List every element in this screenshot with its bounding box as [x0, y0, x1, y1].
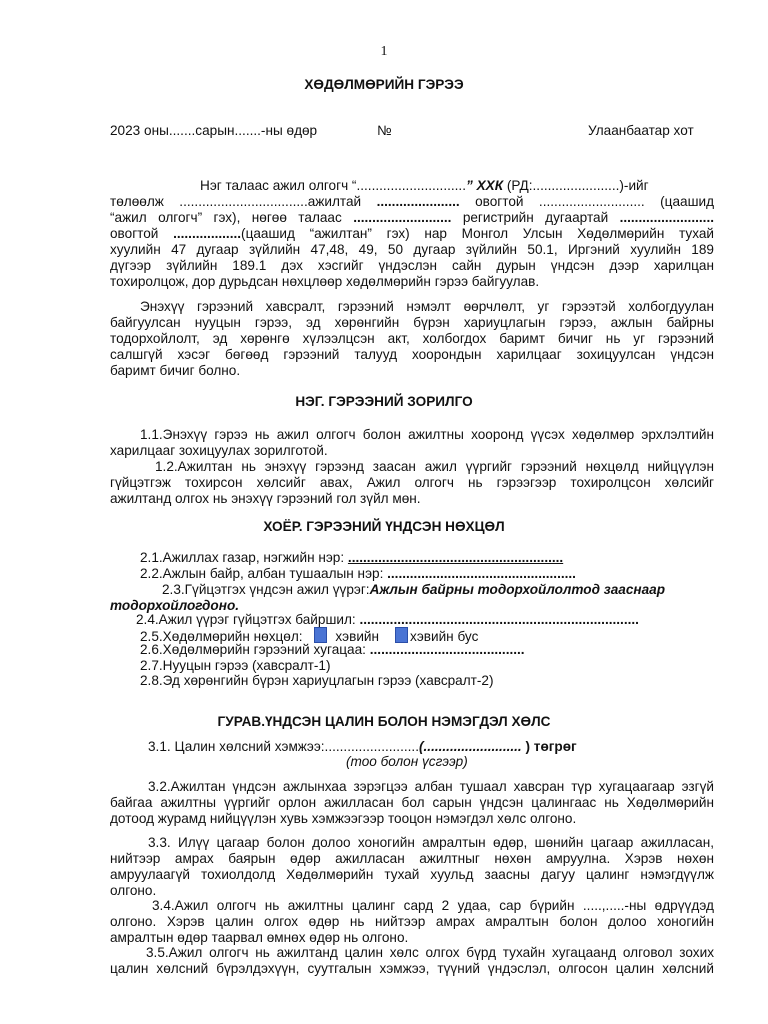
- contract-city: Улаанбаатар хот: [588, 123, 694, 138]
- item-2-5: 2.5.Хөдөлмөрийн нөхцөл: хэвийн хэвийн бус: [140, 629, 479, 644]
- section3-title: ГУРАВ.ҮНДСЭН ЦАЛИН БОЛОН НЭМЭГДЭЛ ХӨЛС: [217, 714, 551, 729]
- intro-line-6: дүгээр зүйлийн 189.1 дэх хэсгийг үндэслэн сайн дурын үндсэн дээр харилцан: [110, 258, 714, 273]
- p33-line-3: амруулаагүй тохиолдолд Хөдөлмөрийн тухай хуульд заасны дагуу цалинг нэмэгдүүлж: [110, 867, 714, 882]
- section2-title: ХОЁР. ГЭРЭЭНИЙ ҮНДСЭН НӨХЦӨЛ: [263, 519, 505, 534]
- intro-line-2: төлөөлж ..................................ажилтай ...................... овогтой ............................ (цаашид: [110, 194, 714, 209]
- para2-line-1: Энэхүү гэрээний хавсралт, гэрээний нэмэлт өөрчлөлт, уг гэрээтэй холбогдуулан: [140, 299, 714, 314]
- checkbox-abnormal[interactable]: [395, 627, 408, 643]
- p32-line-1: 3.2.Ажилтан үндсэн ажлынхаа зэрэгцээ албан тушаал хавсран түр хугацаагаар эзгүй: [148, 779, 714, 794]
- section1-title: НЭГ. ГЭРЭЭНИЙ ЗОРИЛГО: [295, 394, 473, 409]
- item-2-1: 2.1.Ажиллах газар, нэгжийн нэр: .........................................................: [140, 550, 564, 565]
- p32-line-2: байгаа ажилтны үүргийг орлон ажилласан бол сарын үндсэн цалингаас нь Хөдөлмөрийн: [110, 795, 714, 810]
- s1-line-5: ажилтанд олгох нь энэхүү гэрээний гол зүйл мөн.: [110, 491, 421, 506]
- item-2-6: 2.6.Хөдөлмөрийн гэрээний хугацаа: .........................................: [140, 642, 525, 657]
- p34-line-1: 3.4.Ажил олгогч нь ажилтны цалинг сард 2 удаа, сар бүрийн .....,.....-ны өдрүүдэд: [152, 898, 714, 913]
- item-3-1: 3.1. Цалин хөлсний хэмжээ:.........................(.......................... ) төгрөг: [148, 739, 577, 754]
- item-2-4: 2.4.Ажил үүрэг гүйцэтгэх байршил: ..........................................................................: [136, 612, 639, 627]
- item-2-3: 2.3.Гүйцэтгэх үндсэн ажил үүрэг:Ажлын байрны тодорхойлолтод зааснаар: [162, 582, 666, 597]
- para2-line-2: байгуулсан нууцын гэрээ, эд хөрөнгийн бүрэн хариуцлагын гэрээ, ажлын байрны: [110, 315, 714, 330]
- p33-line-4: олгоно.: [110, 883, 157, 898]
- page-number: 1: [380, 44, 388, 59]
- para2-line-4: салшгүй хэсэг бөгөөд гэрээний талууд хоорондын харилцааг зохицуулсан үндсэн: [110, 347, 714, 362]
- item-2-8: 2.8.Эд хөрөнгийн бүрэн хариуцлагын гэрээ (хавсралт-2): [140, 673, 494, 688]
- contract-date: 2023 оны.......сарын.......-ны өдөр: [110, 123, 318, 138]
- p34-line-2: олгоно. Хэрэв цалин олгох өдөр нь нийтээр амрах амралтын болон долоо хоногийн: [110, 914, 714, 929]
- s1-line-4: гүйцэтгэж тохирсон хөлсийг авах, Ажил олгогч нь гэрээгээр тохиролцсон хөлсийг: [110, 475, 714, 490]
- p34-line-3: амралтын өдөр таарвал өмнөх өдөр нь олгоно.: [110, 930, 409, 945]
- contract-number-label: №: [377, 123, 392, 138]
- item-2-2: 2.2.Ажлын байр, албан тушаалын нэр: ..................................................: [140, 566, 576, 581]
- p35-line-1: 3.5.Ажил олгогч нь ажилтанд цалин хөлс олгох бүрд тухайн хугацаанд олговол зохих: [146, 945, 714, 960]
- s1-line-1: 1.1.Энэхүү гэрээ нь ажил олгогч болон ажилтны хооронд үүсэх хөдөлмөр эрхлэлтийн: [140, 427, 714, 442]
- intro-line-7: тохиролцож, дор дурьдсан нөхцлөөр хөдөлмөрийн гэрээ байгуулав.: [110, 274, 540, 289]
- p35-line-2: цалин хөлсний бүрэлдэхүүн, суутгалын хэмжээ, түүний үндэслэл, олгосон цалин хөлсний: [110, 961, 714, 976]
- document-title: ХӨДӨЛМӨРИЙН ГЭРЭЭ: [304, 77, 464, 92]
- para2-line-5: баримт бичиг болно.: [110, 363, 241, 378]
- item-2-3-cont: тодорхойлогдоно.: [110, 598, 240, 613]
- intro-line-3: “ажил олгогч” гэх), нөгөө талаас .......................... регистрийн дугаартай .........................: [110, 210, 714, 225]
- p32-line-3: дотоод журамд нийцүүлэн хувь хэмжээгээр тооцон нэмэгдэл хөлс олгоно.: [110, 811, 577, 826]
- s1-line-2: харилцааг зохицуулах зорилготой.: [110, 443, 328, 458]
- para2-line-3: тодорхойлолт, эд хөрөнгө хүлээлцсэн акт, холбогдох баримт бичиг нь уг гэрээний: [110, 331, 714, 346]
- intro-line-5: хуулийн 47 дугаар зүйлийн 47,48, 49, 50 дугаар зүйлийн 50.1, Иргэний хуулийн 189: [110, 242, 714, 257]
- intro-line-4: овогтой ..................(цаашид “ажилтан” гэх) нар Монгол Улсын Хөдөлмөрийн тухай: [110, 226, 715, 241]
- checkbox-normal[interactable]: [314, 627, 327, 643]
- p33-line-2: нийтээр амрах баярын өдөр ажилласан ажилтныг нөхөн амруулна. Хэрэв нөхөн: [110, 851, 714, 866]
- p33-line-1: 3.3. Илүү цагаар болон долоо хоногийн амралтын өдөр, шөнийн цагаар ажилласан,: [148, 835, 714, 850]
- intro-line-1: Нэг талаас ажил олгогч “.............................” ХХК (РД:.......................)-ийг: [200, 178, 649, 193]
- s1-line-3: 1.2.Ажилтан нь энэхүү гэрээнд заасан ажил үүргийг гэрээний нөхцөлд нийцүүлэн: [155, 459, 714, 474]
- item-3-1-note: (тоо болон үсгээр): [346, 754, 468, 769]
- item-2-7: 2.7.Нууцын гэрээ (хавсралт-1): [140, 658, 331, 673]
